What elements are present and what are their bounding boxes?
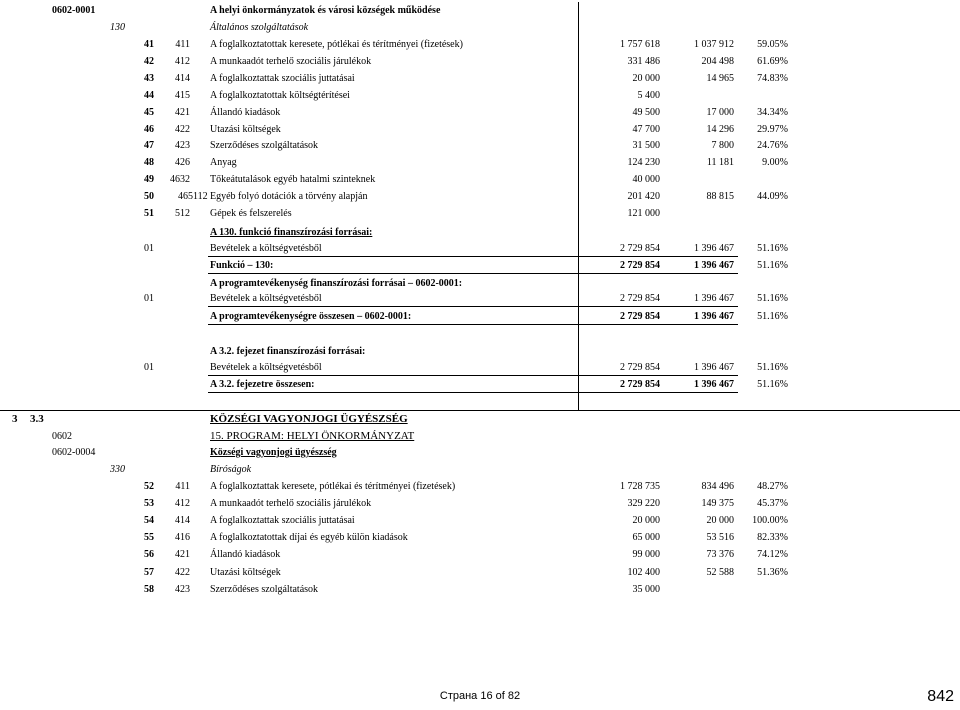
source-value-2: 1 396 467	[694, 293, 734, 304]
table-row	[0, 205, 960, 222]
program-source-row	[0, 290, 960, 307]
table-row	[0, 188, 960, 205]
row-number: 47	[144, 140, 154, 152]
source-percent: 51.16%	[757, 362, 788, 373]
planned-value: 20 000	[632, 72, 660, 84]
planned-value: 5 400	[637, 89, 660, 101]
program-total-row	[0, 308, 960, 325]
row-description: Egyéb folyó dotációk a törvény alapján	[210, 191, 368, 203]
subfunction-row	[0, 461, 960, 478]
row-number: 50	[144, 191, 154, 203]
source-code: 01	[144, 243, 154, 254]
row-number: 42	[144, 55, 154, 67]
executed-value: 149 375	[701, 498, 734, 510]
row-description: A foglalkoztattak szociális juttatásai	[210, 515, 355, 527]
function-source-row	[0, 240, 960, 257]
table-row	[0, 121, 960, 138]
economic-code: 412	[175, 498, 190, 510]
row-description: A munkaadót terhelő szociális járulékok	[210, 498, 372, 510]
source-value-1: 2 729 854	[620, 362, 660, 373]
chapter-total-value-2: 1 396 467	[694, 379, 734, 390]
program-total-percent: 51.16%	[757, 311, 788, 322]
program-total-label: A programtevékenységre összesen – 0602-0001:	[210, 311, 412, 322]
execution-percent: 100.00%	[752, 515, 788, 527]
source-value-2: 1 396 467	[694, 243, 734, 254]
executed-value: 14 296	[706, 123, 734, 135]
row-number: 56	[144, 549, 154, 561]
economic-code: 512	[175, 208, 190, 219]
page-number: 842	[927, 688, 954, 705]
execution-percent: 59.05%	[757, 39, 788, 50]
table-row	[0, 70, 960, 87]
executed-value: 17 000	[706, 106, 734, 118]
table-row	[0, 137, 960, 154]
economic-code: 422	[175, 123, 190, 135]
function-total-row	[0, 257, 960, 274]
economic-code: 411	[175, 39, 190, 50]
section-number: 3	[12, 413, 18, 425]
row-number: 41	[144, 39, 154, 50]
executed-value: 20 000	[706, 515, 734, 527]
row-number: 46	[144, 123, 154, 135]
table-row	[0, 529, 960, 546]
economic-code: 465112	[178, 191, 208, 203]
executed-value: 834 496	[701, 481, 734, 492]
section-title: KÖZSÉGI VAGYONJOGI ÜGYÉSZSÉG	[210, 413, 408, 425]
row-description: Utazási költségek	[210, 123, 281, 135]
table-row	[0, 36, 960, 53]
program-row	[0, 428, 960, 445]
table-row	[0, 581, 960, 598]
source-label: Bevételek a költségvetésből	[210, 293, 322, 304]
table-row	[0, 87, 960, 104]
executed-value: 88 815	[706, 191, 734, 203]
activity-title: Községi vagyonjogi ügyészség	[210, 447, 337, 458]
subfunction-title: Bíróságok	[210, 464, 252, 475]
planned-value: 99 000	[632, 549, 660, 561]
source-percent: 51.16%	[757, 243, 788, 254]
chapter-total-row	[0, 376, 960, 393]
function-total-value-1: 2 729 854	[620, 260, 660, 271]
row-description: A foglalkoztatottak keresete, pótlékai és térítményei (fizetések)	[210, 39, 463, 50]
chapter-total-percent: 51.16%	[757, 379, 788, 390]
planned-value: 35 000	[632, 583, 660, 595]
economic-code: 423	[175, 140, 190, 152]
planned-value: 124 230	[627, 157, 660, 169]
row-description: A foglalkoztattak szociális juttatásai	[210, 72, 355, 84]
economic-code: 414	[175, 515, 190, 527]
table-row	[0, 104, 960, 121]
table-row	[0, 564, 960, 581]
row-number: 43	[144, 72, 154, 84]
planned-value: 1 757 618	[620, 39, 660, 50]
row-number: 45	[144, 106, 154, 118]
row-description: A foglalkoztattak keresete, pótlékai és térítményei (fizetések)	[210, 481, 456, 492]
execution-percent: 74.83%	[757, 72, 788, 84]
execution-percent: 74.12%	[757, 549, 788, 561]
function-sources-title: A 130. funkció finanszírozási forrásai:	[210, 227, 373, 238]
economic-code: 411	[175, 481, 190, 492]
execution-percent: 29.97%	[757, 123, 788, 135]
economic-code: 421	[175, 106, 190, 118]
executed-value: 204 498	[701, 55, 734, 67]
planned-value: 102 400	[627, 566, 660, 578]
planned-value: 331 486	[627, 55, 660, 67]
source-code: 01	[144, 362, 154, 373]
table-row	[0, 53, 960, 70]
row-number: 44	[144, 89, 154, 101]
economic-code: 423	[175, 583, 190, 595]
function-total-value-2: 1 396 467	[694, 260, 734, 271]
source-label: Bevételek a költségvetésből	[210, 362, 322, 373]
executed-value: 7 800	[711, 140, 734, 152]
planned-value: 65 000	[632, 532, 660, 544]
chapter-sources-title: A 3.2. fejezet finanszírozási forrásai:	[210, 346, 366, 357]
row-description: Szerződéses szolgáltatások	[210, 140, 319, 152]
row-description: A foglalkoztatottak költségtérítései	[210, 89, 350, 101]
row-number: 53	[144, 498, 154, 510]
row-number: 58	[144, 583, 154, 595]
program-sources-title: A programtevékenység finanszírozási forrásai – 0602-0001:	[210, 278, 463, 289]
planned-value: 40 000	[632, 174, 660, 186]
table-row	[0, 546, 960, 563]
function-title: Általános szolgáltatások	[210, 22, 309, 33]
page-footer: Страна 16 of 82	[439, 690, 521, 702]
execution-percent: 45.37%	[757, 498, 788, 510]
row-description: Anyag	[210, 157, 237, 169]
planned-value: 47 700	[632, 123, 660, 135]
chapter-sources-head	[0, 343, 960, 360]
source-label: Bevételek a költségvetésből	[210, 243, 322, 254]
function-sources-head	[0, 224, 960, 241]
row-description: Állandó kiadások	[210, 549, 281, 561]
row-description: Gépek és felszerelés	[210, 208, 292, 219]
function-code: 130	[110, 22, 125, 33]
function-total-label: Funkció – 130:	[210, 260, 274, 271]
execution-percent: 61.69%	[757, 55, 788, 67]
source-value-1: 2 729 854	[620, 243, 660, 254]
executed-value: 1 037 912	[694, 39, 734, 50]
program-number: 0602	[52, 431, 72, 442]
economic-code: 416	[175, 532, 190, 544]
row-number: 51	[144, 208, 154, 219]
program-total-value-1: 2 729 854	[620, 311, 660, 322]
economic-code: 4632	[170, 174, 190, 186]
execution-percent: 9.00%	[762, 157, 788, 169]
program-code: 0602-0001	[52, 5, 96, 16]
executed-value: 14 965	[706, 72, 734, 84]
executed-value: 52 588	[706, 566, 734, 578]
economic-code: 412	[175, 55, 190, 67]
execution-percent: 24.76%	[757, 140, 788, 152]
row-description: A munkaadót terhelő szociális járulékok	[210, 55, 372, 67]
execution-percent: 48.27%	[757, 481, 788, 492]
row-number: 57	[144, 566, 154, 578]
row-number: 49	[144, 174, 154, 186]
row-description: Tőkeátutalások egyéb hatalmi szinteknek	[210, 174, 376, 186]
row-number: 54	[144, 515, 154, 527]
row-description: Utazási költségek	[210, 566, 281, 578]
function-total-percent: 51.16%	[757, 260, 788, 271]
planned-value: 20 000	[632, 515, 660, 527]
source-percent: 51.16%	[757, 293, 788, 304]
table-row	[0, 171, 960, 188]
executed-value: 53 516	[706, 532, 734, 544]
activity-code: 0602-0004	[52, 447, 96, 458]
program-total-value-2: 1 396 467	[694, 311, 734, 322]
header-row-program	[0, 2, 960, 19]
section-row	[0, 411, 960, 428]
execution-percent: 34.34%	[757, 106, 788, 118]
economic-code: 414	[175, 72, 190, 84]
table-row	[0, 512, 960, 529]
chapter-total-label: A 3.2. fejezetre összesen:	[210, 379, 315, 390]
row-number: 52	[144, 481, 154, 492]
execution-percent: 82.33%	[757, 532, 788, 544]
execution-percent: 44.09%	[757, 191, 788, 203]
program-title: A helyi önkormányzatok és városi községek működése	[210, 5, 441, 16]
source-value-1: 2 729 854	[620, 293, 660, 304]
economic-code: 426	[175, 157, 190, 169]
execution-percent: 51.36%	[757, 566, 788, 578]
table-row	[0, 154, 960, 171]
planned-value: 1 728 735	[620, 481, 660, 492]
planned-value: 121 000	[627, 208, 660, 219]
economic-code: 422	[175, 566, 190, 578]
economic-code: 415	[175, 89, 190, 101]
economic-code: 421	[175, 549, 190, 561]
table-row	[0, 478, 960, 495]
chapter-source-row	[0, 359, 960, 376]
subfunction-code: 330	[110, 464, 125, 475]
row-number: 48	[144, 157, 154, 169]
row-description: A foglalkoztatottak díjai és egyéb külön kiadások	[210, 532, 408, 544]
source-value-2: 1 396 467	[694, 362, 734, 373]
program-heading: 15. PROGRAM: HELYI ÖNKORMÁNYZAT	[210, 430, 415, 442]
source-code: 01	[144, 293, 154, 304]
planned-value: 31 500	[632, 140, 660, 152]
executed-value: 73 376	[706, 549, 734, 561]
executed-value: 11 181	[706, 157, 734, 169]
activity-row	[0, 444, 960, 461]
planned-value: 329 220	[627, 498, 660, 510]
planned-value: 201 420	[627, 191, 660, 203]
table-row	[0, 495, 960, 512]
row-description: Állandó kiadások	[210, 106, 281, 118]
row-description: Szerződéses szolgáltatások	[210, 583, 319, 595]
row-number: 55	[144, 532, 154, 544]
planned-value: 49 500	[632, 106, 660, 118]
section-code: 3.3	[30, 413, 44, 425]
chapter-total-value-1: 2 729 854	[620, 379, 660, 390]
header-row-function	[0, 19, 960, 36]
